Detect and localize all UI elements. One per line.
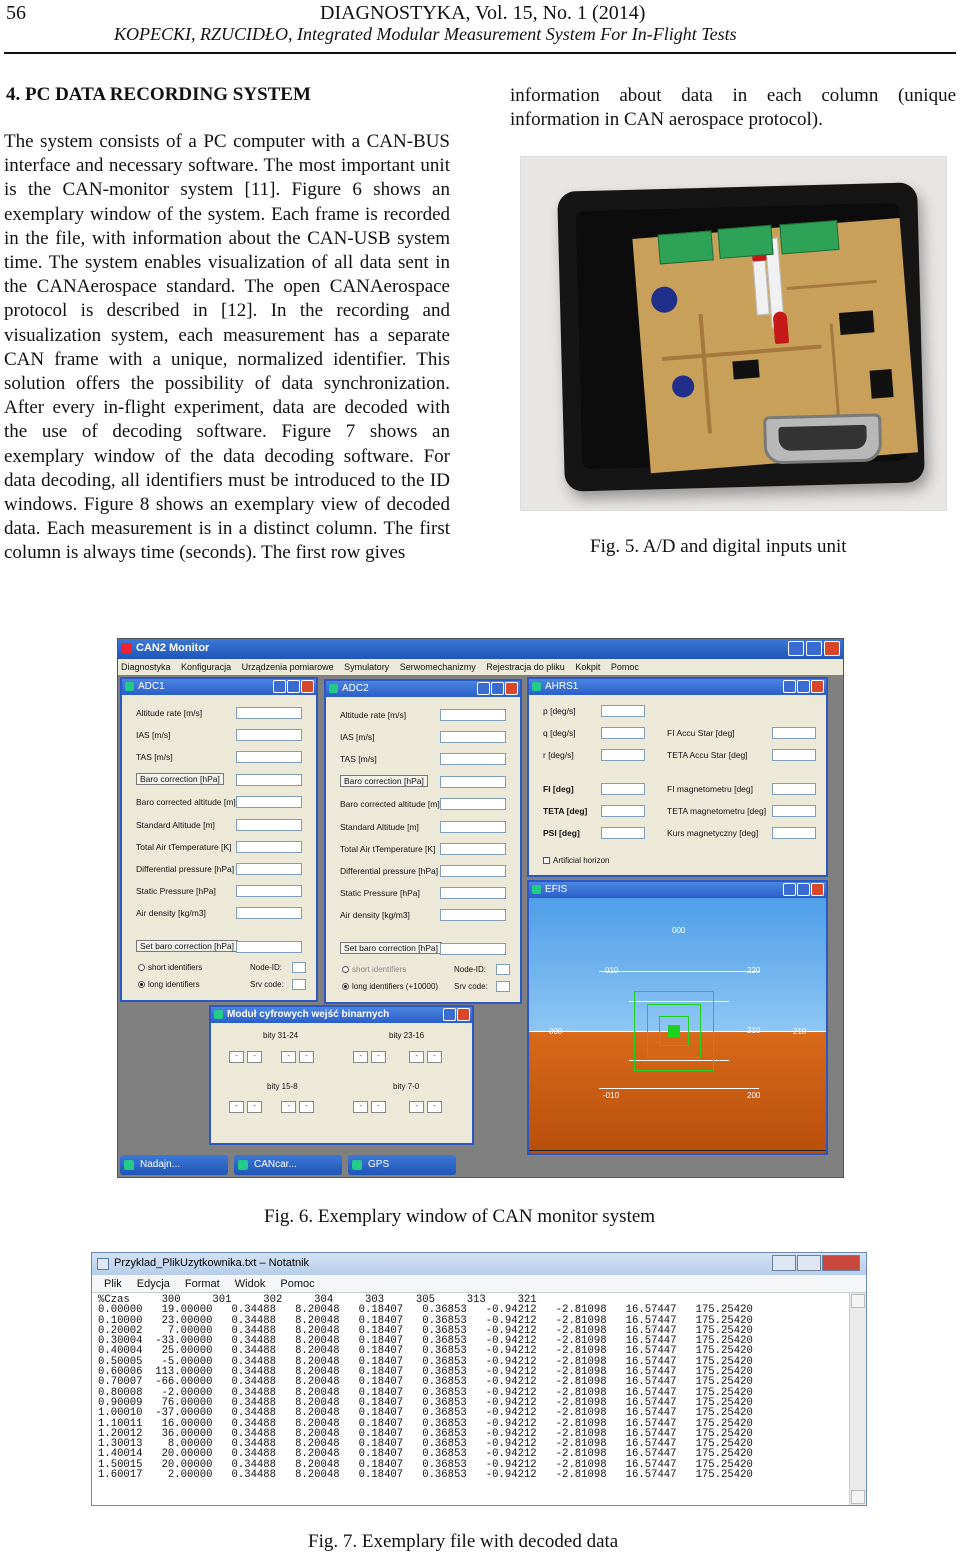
page-number: 56 [6, 2, 26, 24]
short-ids-radio[interactable]: short identifiers [342, 965, 406, 974]
close-button[interactable] [505, 682, 518, 695]
bit-group-label: bity 23-16 [389, 1031, 425, 1040]
data-row: 0.10000 23.00000 0.34488 8.20048 0.18407 0.36853 -0.94212 -2.81098 16.57447 175.25420 [98, 1314, 753, 1327]
bit-cell: - [427, 1101, 442, 1113]
bit-cell: - [281, 1051, 296, 1063]
ahrs-field: q [deg/s] [529, 727, 649, 741]
fig6-can-monitor-screenshot [117, 638, 844, 1178]
running-title: KOPECKI, RZUCIDŁO, Integrated Modular Measurement System For In-Flight Tests [114, 24, 737, 44]
header-rule [4, 52, 956, 54]
minimized-window[interactable]: GPS [348, 1155, 456, 1175]
ahrs-field: TETA Accu Star [deg] [653, 749, 826, 763]
bit-cell: - [247, 1051, 262, 1063]
window-icon [329, 684, 338, 693]
value-box[interactable] [440, 776, 506, 788]
value-box[interactable] [236, 819, 302, 831]
set-baro-row [122, 941, 316, 955]
menu-item[interactable]: Rejestracja do pliku [486, 662, 565, 672]
data-row: 0.60006 113.00000 0.34488 8.20048 0.18407 0.36853 -0.94212 -2.81098 16.57447 175.25420 [98, 1366, 753, 1379]
adc2-field: Air density [kg/m3] [326, 909, 520, 923]
value-box[interactable] [236, 751, 302, 763]
node-id-input[interactable] [292, 962, 306, 973]
set-baro-button[interactable]: Set baro correction [hPa] [136, 940, 238, 952]
data-row: 0.90009 76.00000 0.34488 8.20048 0.18407 0.36853 -0.94212 -2.81098 16.57447 175.25420 [98, 1396, 753, 1409]
bit-cell: - [353, 1101, 368, 1113]
notepad-titlebar [92, 1253, 866, 1275]
value-box[interactable] [772, 749, 816, 761]
adc1-field: Baro corrected altitude [m] [122, 796, 316, 810]
bit-cell: - [299, 1051, 314, 1063]
efis-title: EFIS [545, 884, 568, 895]
adc2-field: Static Pressure [hPa] [326, 887, 520, 901]
notepad-menubar [92, 1275, 866, 1293]
ahrs-field: r [deg/s] [529, 749, 649, 763]
bit-group-label: bity 31-24 [263, 1031, 299, 1040]
bit-cell: - [229, 1051, 244, 1063]
data-header-row: %Czas 300 301 302 304 303 305 313 321 [98, 1294, 537, 1306]
app-icon [121, 643, 132, 654]
close-button[interactable] [811, 883, 824, 896]
value-box[interactable] [236, 907, 302, 919]
data-row: 1.00010 -37.00000 0.34488 8.20048 0.18407 0.36853 -0.94212 -2.81098 16.57447 175.25420 [98, 1407, 753, 1420]
maximize-button[interactable] [806, 641, 822, 656]
maximize-button[interactable] [797, 680, 810, 693]
minimize-button[interactable] [273, 680, 286, 693]
aircraft-symbol [668, 1025, 680, 1037]
data-row: 0.50005 -5.00000 0.34488 8.20048 0.18407 0.36853 -0.94212 -2.81098 16.57447 175.25420 [98, 1355, 753, 1368]
pitch-line [599, 1088, 759, 1089]
body-text-right: information about data in each column (unique information in CAN aerospace protocol). [510, 85, 956, 130]
data-row: 0.30004 -33.00000 0.34488 8.20048 0.18407 0.36853 -0.94212 -2.81098 16.57447 175.25420 [98, 1335, 753, 1348]
minimize-button[interactable] [783, 680, 796, 693]
adc2-field: Standard Altitude [m] [326, 821, 520, 835]
efis-display [529, 898, 826, 1153]
efis-label: 210 [747, 1026, 761, 1035]
fig7-caption: Fig. 7. Exemplary file with decoded data [308, 1531, 619, 1552]
efis-label: -010 [603, 1091, 620, 1100]
menu-item[interactable]: Widok [234, 1278, 266, 1290]
data-row: 1.50015 20.00000 0.34488 8.20048 0.18407 0.36853 -0.94212 -2.81098 16.57447 175.25420 [98, 1458, 753, 1471]
menu-item[interactable]: Symulatory [344, 662, 390, 672]
value-box[interactable] [772, 727, 816, 739]
can-monitor-menubar [118, 659, 843, 675]
scroll-down-arrow-icon[interactable] [851, 1490, 865, 1504]
value-box[interactable] [440, 887, 506, 899]
data-row: 1.60017 2.00000 0.34488 8.20048 0.18407 0.36853 -0.94212 -2.81098 16.57447 175.25420 [98, 1469, 753, 1482]
value-box[interactable] [601, 727, 645, 739]
value-box[interactable] [440, 843, 506, 855]
adc1-field: Standard Altitude [m] [122, 819, 316, 833]
ahrs-field: TETA magnetometru [deg] [653, 805, 826, 819]
data-row: 0.00000 19.00000 0.34488 8.20048 0.18407 0.36853 -0.94212 -2.81098 16.57447 175.25420 [98, 1304, 753, 1317]
maximize-button[interactable] [797, 1255, 821, 1271]
adc1-field: Total Air tTemperature [K] [122, 841, 316, 855]
fig5-caption: Fig. 5. A/D and digital inputs unit [590, 536, 847, 557]
adc2-field: IAS [m/s] [326, 731, 520, 745]
data-row: 1.30013 8.00000 0.34488 8.20048 0.18407 0.36853 -0.94212 -2.81098 16.57447 175.25420 [98, 1438, 753, 1451]
baro-select[interactable] [236, 941, 302, 953]
adc1-window [120, 677, 318, 1002]
close-button[interactable] [824, 641, 840, 656]
menu-item[interactable]: Pomoc [280, 1278, 315, 1290]
window-icon [532, 682, 541, 691]
bit-cell: - [353, 1051, 368, 1063]
value-box[interactable] [772, 827, 816, 839]
value-box[interactable] [236, 774, 302, 786]
artificial-horizon-checkbox[interactable]: Artificial horizon [543, 856, 609, 865]
adc1-title: ADC1 [138, 681, 165, 692]
menu-item[interactable]: Pomoc [610, 662, 639, 672]
adc2-field: TAS [m/s] [326, 753, 520, 767]
bit-cell: - [281, 1101, 296, 1113]
menu-item[interactable]: Plik [104, 1278, 122, 1290]
menu-item[interactable]: Format [184, 1278, 220, 1290]
minimize-button[interactable] [788, 641, 804, 656]
minimize-button[interactable] [443, 1008, 456, 1021]
value-box[interactable] [440, 821, 506, 833]
dsub-connector [763, 413, 882, 464]
ahrs-field: TETA [deg] [529, 805, 649, 819]
mdi-workspace [118, 675, 843, 1177]
set-baro-row [326, 943, 520, 957]
efis-label: 010 [605, 966, 619, 975]
section-heading: 4. PC DATA RECORDING SYSTEM [6, 84, 311, 105]
value-box[interactable] [772, 805, 816, 817]
menu-item[interactable]: Kokpit [575, 662, 601, 672]
minimized-window[interactable]: Nadajn... [120, 1155, 228, 1175]
node-id-input[interactable] [496, 964, 510, 975]
value-box[interactable] [440, 709, 506, 721]
node-id-label: Node-ID: [250, 963, 283, 972]
value-box[interactable] [440, 865, 506, 877]
bit-cell: - [371, 1051, 386, 1063]
efis-label: 210 [793, 1027, 807, 1036]
value-box[interactable] [236, 841, 302, 853]
fig5-photo [520, 156, 947, 511]
srv-code-input[interactable] [292, 979, 306, 990]
long-ids-radio[interactable]: long identifiers (+10000) [342, 982, 438, 991]
adc2-field: Altitude rate [m/s] [326, 709, 520, 723]
data-row: 1.10011 16.00000 0.34488 8.20048 0.18407 0.36853 -0.94212 -2.81098 16.57447 175.25420 [98, 1417, 753, 1430]
value-box[interactable] [772, 783, 816, 795]
close-button[interactable] [822, 1255, 860, 1271]
body-text-left: The system consists of a PC computer with a CAN-BUS interface and necessary software. The most important unit is the CAN-monitor system [11]. Figure 6 shows an exemplary window of the system. Each frame is recorded in the file, with information about the CAN-USB system time. The system enables visualization of all data sent in the CANAerospace standard. The open CANAerospace protocol is described in [12]. In the recording and visualization system, each measurement has a separate CAN frame with a unique, normalized identifier. This solution offers the possibility of data synchronization. After every in-flight experiment, data are decoded with the use of decoding software. Figure 7 shows an exemplary window of the data decoding software. For data decoding, all identifiers must be introduced to the ID windows. Figure 8 shows an exemplary view of decoded data. Each measurement is in a distinct column. The first column is always time (seconds). The first row gives [4, 131, 450, 564]
menu-item[interactable]: Konfiguracja [181, 662, 232, 672]
ahrs-field: FI magnetometru [deg] [653, 783, 826, 797]
maximize-button[interactable] [287, 680, 300, 693]
adc1-field: IAS [m/s] [122, 729, 316, 743]
node-id-label: Node-ID: [454, 965, 487, 974]
bit-group-label: bity 7-0 [393, 1082, 420, 1091]
digital-inputs-title: Moduł cyfrowych wejść binarnych [227, 1009, 390, 1020]
bit-cell: - [409, 1101, 424, 1113]
menu-item[interactable]: Diagnostyka [121, 662, 171, 672]
notepad-text-area[interactable] [92, 1293, 849, 1505]
ahrs-field: Kurs magnetyczny [deg] [653, 827, 826, 841]
minimized-window[interactable]: CANcar... [234, 1155, 342, 1175]
notepad-title: Przyklad_PlikUzytkownika.txt – Notatnik [114, 1257, 310, 1269]
minimize-button[interactable] [772, 1255, 796, 1271]
window-icon [214, 1010, 223, 1019]
close-button[interactable] [811, 680, 824, 693]
baro-select[interactable] [440, 943, 506, 955]
data-row: 0.80008 -2.00000 0.34488 8.20048 0.18407 0.36853 -0.94212 -2.81098 16.57447 175.25420 [98, 1386, 753, 1399]
long-ids-radio[interactable]: long identifiers [138, 980, 200, 989]
enclosure-image [557, 182, 925, 491]
ahrs-field: FI [deg] [529, 783, 649, 797]
srv-code-input[interactable] [496, 981, 510, 992]
bit-cell: - [371, 1101, 386, 1113]
set-baro-button[interactable]: Set baro correction [hPa] [340, 942, 442, 954]
bit-cell: - [247, 1101, 262, 1113]
minimize-button[interactable] [783, 883, 796, 896]
efis-window [527, 880, 828, 1155]
value-box[interactable] [601, 749, 645, 761]
value-box[interactable] [236, 796, 302, 808]
close-button[interactable] [301, 680, 314, 693]
efis-label: 220 [747, 966, 761, 975]
value-box[interactable] [440, 753, 506, 765]
data-row: 1.40014 20.00000 0.34488 8.20048 0.18407 0.36853 -0.94212 -2.81098 16.57447 175.25420 [98, 1448, 753, 1461]
adc1-field: TAS [m/s] [122, 751, 316, 765]
srv-code-label: Srv code: [454, 982, 488, 991]
adc2-field: Baro corrected altitude [m] [326, 798, 520, 812]
window-icon [532, 885, 541, 894]
short-ids-radio[interactable]: short identifiers [138, 963, 202, 972]
value-box[interactable] [236, 729, 302, 741]
value-box[interactable] [601, 705, 645, 717]
adc1-field: Air density [kg/m3] [122, 907, 316, 921]
efis-label: 000 [672, 926, 686, 935]
bit-group-label: bity 15-8 [267, 1082, 298, 1091]
value-box[interactable] [440, 731, 506, 743]
value-box[interactable] [440, 798, 506, 810]
data-row: 1.20012 36.00000 0.34488 8.20048 0.18407 0.36853 -0.94212 -2.81098 16.57447 175.25420 [98, 1427, 753, 1440]
value-box[interactable] [440, 909, 506, 921]
value-box[interactable] [236, 707, 302, 719]
bottom-scale [529, 1150, 826, 1151]
bit-cell: - [427, 1051, 442, 1063]
fig7-notepad-screenshot [91, 1252, 867, 1506]
ahrs-field: FI Accu Star [deg] [653, 727, 826, 741]
ahrs1-title: AHRS1 [545, 681, 579, 692]
window-icon [125, 682, 134, 691]
value-box[interactable] [601, 783, 645, 795]
data-row: 0.40004 25.00000 0.34488 8.20048 0.18407 0.36853 -0.94212 -2.81098 16.57447 175.25420 [98, 1345, 753, 1358]
can-monitor-title: CAN2 Monitor [136, 642, 210, 654]
adc2-field: Total Air tTemperature [K] [326, 843, 520, 857]
can-monitor-titlebar [118, 639, 843, 659]
adc2-window [324, 679, 522, 1004]
efis-label: 200 [747, 1091, 761, 1100]
adc2-field: Differential pressure [hPa] [326, 865, 520, 879]
value-box[interactable] [236, 885, 302, 897]
adc1-field: Baro correction [hPa] [122, 774, 316, 788]
efis-label: 000 [549, 1027, 563, 1036]
data-row: 0.20002 7.00000 0.34488 8.20048 0.18407 0.36853 -0.94212 -2.81098 16.57447 175.25420 [98, 1324, 753, 1337]
notepad-icon [97, 1258, 109, 1270]
value-box[interactable] [601, 827, 645, 839]
vertical-scrollbar[interactable] [849, 1293, 866, 1505]
ahrs-field: PSI [deg] [529, 827, 649, 841]
adc2-field: Baro correction [hPa] [326, 776, 520, 790]
fig6-caption: Fig. 6. Exemplary window of CAN monitor system [264, 1206, 656, 1227]
ahrs-field: p [deg/s] [529, 705, 649, 719]
scroll-up-arrow-icon[interactable] [851, 1294, 865, 1308]
close-button[interactable] [457, 1008, 470, 1021]
maximize-button[interactable] [491, 682, 504, 695]
ahrs1-window [527, 677, 828, 877]
bit-cell: - [229, 1101, 244, 1113]
menu-item[interactable]: Urządzenia pomiarowe [241, 662, 334, 672]
value-box[interactable] [601, 805, 645, 817]
bit-cell: - [409, 1051, 424, 1063]
adc1-field: Static Pressure [hPa] [122, 885, 316, 899]
srv-code-label: Srv code: [250, 980, 284, 989]
menu-item[interactable]: Serwomechanizmy [399, 662, 476, 672]
menu-item[interactable]: Edycja [136, 1278, 170, 1290]
digital-inputs-window [209, 1005, 474, 1145]
maximize-button[interactable] [797, 883, 810, 896]
adc1-field: Altitude rate [m/s] [122, 707, 316, 721]
data-row: 0.70007 -66.00000 0.34488 8.20048 0.18407 0.36853 -0.94212 -2.81098 16.57447 175.25420 [98, 1376, 753, 1389]
pitch-line [599, 971, 759, 972]
adc2-title: ADC2 [342, 683, 369, 694]
journal-title: DIAGNOSTYKA, Vol. 15, No. 1 (2014) [320, 2, 646, 24]
adc1-field: Differential pressure [hPa] [122, 863, 316, 877]
bit-cell: - [299, 1101, 314, 1113]
minimize-button[interactable] [477, 682, 490, 695]
value-box[interactable] [236, 863, 302, 875]
